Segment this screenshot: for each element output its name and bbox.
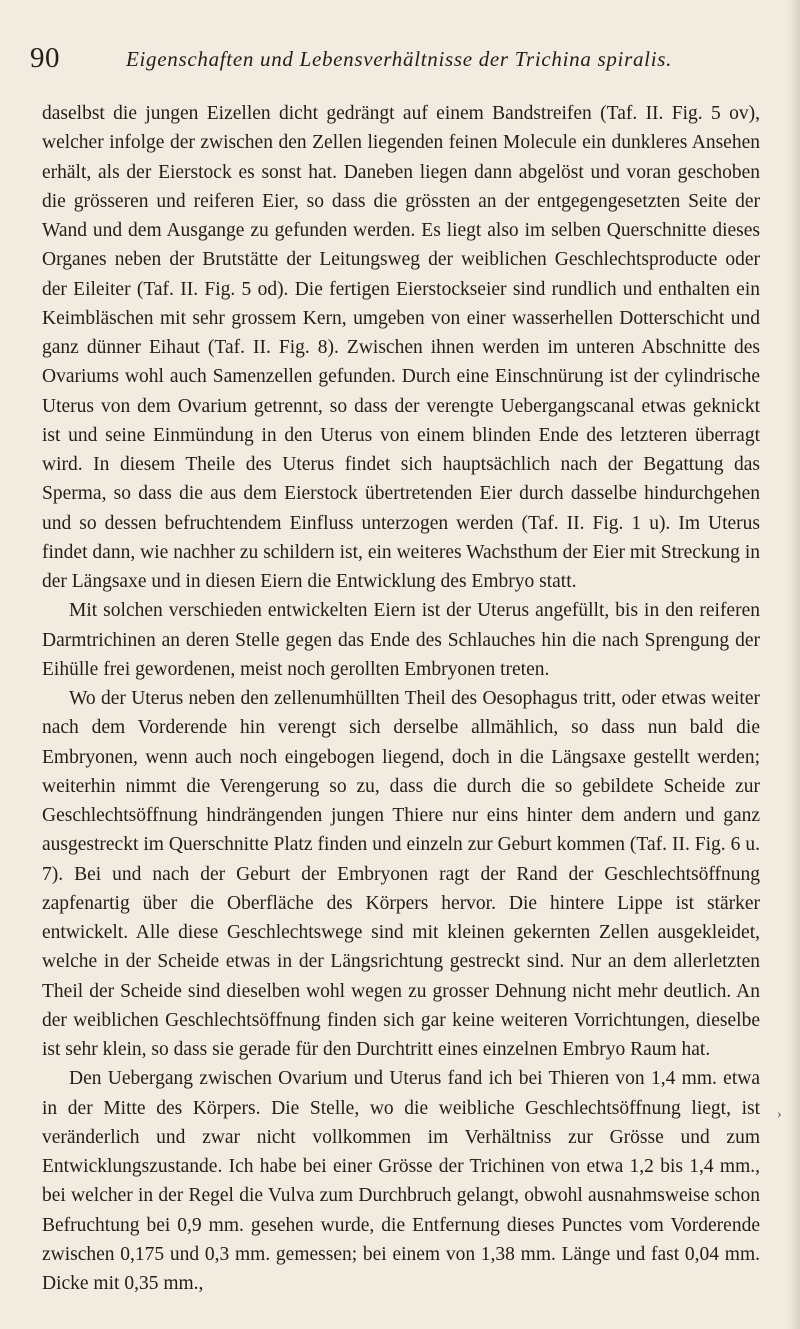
paragraph: daselbst die jungen Eizellen dicht gedrängt auf einem Bandstreifen (Taf. II. Fig. 5 ov), welcher infolge der zwischen den Zellen liegenden feinen Molecule ein dunkleres Ansehen erhält, als der Eierstock es sonst hat. Daneben liegen dann abgelöst und voran geschoben die grösseren und reiferen Eier, so dass die grössten an der entgegengesetzten Seite der Wand und dem Ausgange zu gefunden werden. Es liegt also im selben Querschnitte dieses Organes neben der Brutstätte der Leitungsweg der weiblichen Geschlechtsproducte oder der Eileiter (Taf. II. Fig. 5 od). Die fertigen Eierstockseier sind rundlich und enthalten ein Keimbläschen mit sehr grossem Kern, umgeben von einer wasserhellen Dotterschicht und ganz dünner Eihaut (Taf. II. Fig. 8). Zwischen ihnen werden im unteren Abschnitte des Ovariums wohl auch Samenzellen gefunden. Durch eine Einschnürung ist der cylindrische Uterus von dem Ovarium getrennt, so dass der verengte Uebergangscanal etwas geknickt ist und seine Einmündung in den Uterus von einem blinden Ende des letzteren überragt wird. In diesem Theile des Uterus findet sich hauptsächlich nach der Begattung das Sperma, so dass die aus dem Eierstock übertretenden Eier durch dasselbe hindurchgehen und so dessen befruchtendem Einfluss unterzogen werden (Taf. II. Fig. 1 u). Im Uterus findet dann, wie nachher zu schildern ist, ein weiteres Wachsthum der Eier mit Streckung in der Längsaxe und in diesen Eiern die Entwicklung des Embryo statt. bbox=[42, 103, 760, 592]
page-header bbox=[30, 38, 760, 78]
body-text bbox=[42, 99, 760, 1298]
paragraph: Mit solchen verschieden entwickelten Eiern ist der Uterus angefüllt, bis in den reiferen Darmtrichinen an deren Stelle gegen das Ende des Schlauches hin die nach Sprengung der Eihülle frei gewordenen, meist noch gerollten Embryonen treten. bbox=[42, 600, 760, 680]
running-head: Eigenschaften und Lebensverhältnisse der Trichina spiralis. bbox=[126, 47, 673, 71]
page-edge-shadow bbox=[786, 0, 800, 1329]
margin-mark: › bbox=[777, 1107, 782, 1122]
paragraph: Wo der Uterus neben den zellenumhüllten Theil des Oesophagus tritt, oder etwas weiter nach dem Vorderende hin verengt sich derselbe allmählich, so dass nun bald die Embryonen, wenn auch noch eingebogen liegend, doch in die Längsaxe gestellt werden; weiterhin nimmt die Verengerung so zu, dass die durch die so gebildete Scheide zur Geschlechtsöffnung hindrängenden jungen Thiere nur eins hinter dem andern und ganz ausgestreckt im Querschnitte Platz finden und einzeln zur Geburt kommen (Taf. II. Fig. 6 u. 7). Bei und nach der Geburt der Embryonen ragt der Rand der Geschlechtsöffnung zapfenartig über die Oberfläche des Körpers hervor. Die hintere Lippe ist stärker entwickelt. Alle diese Geschlechtswege sind mit kleinen gekernten Zellen ausgekleidet, welche in der Scheide etwas in der Längsrichtung gestreckt sind. Nur an dem allerletzten Theil der Scheide sind dieselben wohl wegen zu grosser Dehnung nicht mehr deutlich. An der weiblichen Geschlechtsöffnung finden sich gar keine weiteren Vorrichtungen, dieselbe ist sehr klein, so dass sie gerade für den Durchtritt eines einzelnen Embryo Raum hat. bbox=[42, 688, 760, 1060]
page-number: 90 bbox=[30, 42, 60, 74]
paragraph: Den Uebergang zwischen Ovarium und Uterus fand ich bei Thieren von 1,4 mm. etwa in der Mitte des Körpers. Die Stelle, wo die weibliche Geschlechtsöffnung liegt, ist veränderlich und zwar nicht vollkommen im Verhältniss zur Grösse und zum Entwicklungszustande. Ich habe bei einer Grösse der Trichinen von etwa 1,2 bis 1,4 mm., bei welcher in der Regel die Vulva zum Durchbruch gelangt, obwohl ausnahmsweise schon Befruchtung bei 0,9 mm. gesehen wurde, die Entfernung dieses Punctes vom Vorderende zwischen 0,175 und 0,3 mm. gemessen; bei einem von 1,38 mm. Länge und fast 0,04 mm. Dicke mit 0,35 mm., bbox=[42, 1068, 760, 1294]
